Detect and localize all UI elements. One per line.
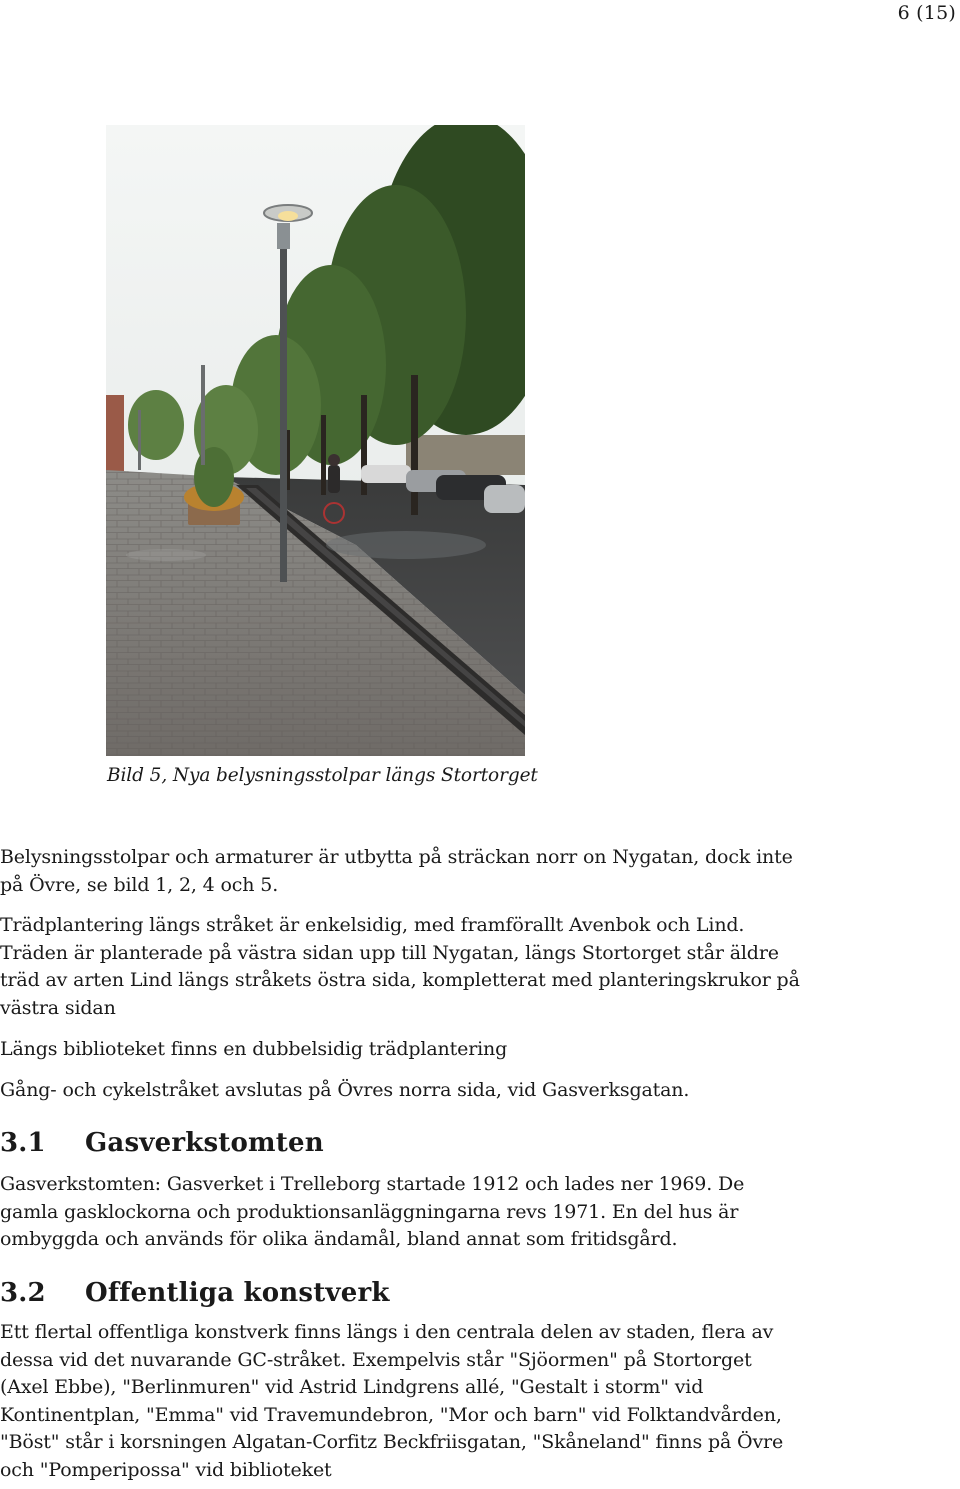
paragraph-trees (0, 912, 800, 1022)
section-title: Gasverkstomten (85, 1128, 324, 1158)
paragraph-streetlights (0, 844, 800, 899)
page-number: 6 (15) (897, 2, 956, 24)
paragraph-text: Ett flertal offentliga konstverk finns längs i den centrala delen av staden, flera av dessa vid det nuvarande GC-stråket. Exempelvis står "Sjöormen" på Stortorget (Axel Ebbe), "Berlinmuren" vid Astrid Lindgrens allé, "Gestalt i storm" vid Kontinentplan, "Emma" vid Travemundebron, "Mor och barn" vid Folktandvården, "Böst" står i korsningen Algatan-Corfitz Beckfriisgatan, "Skåneland" finns på Övre och "Pomperipossa" vid biblioteket (0, 1321, 784, 1481)
paragraph-library-trees (0, 1036, 800, 1064)
section-body-3-1 (0, 1171, 800, 1254)
section-heading-3-1 (0, 1128, 324, 1158)
paragraph-text: Gasverkstomten: Gasverket i Trelleborg startade 1912 och lades ner 1969. De gamla gasklockorna och produktionsanläggningarna revs 1971. En del hus är ombyggda och används för olika ändamål, bland annat som fritidsgård. (0, 1173, 745, 1250)
section-number: 3.2 (0, 1278, 46, 1308)
street-photo (106, 125, 525, 756)
section-heading-3-2 (0, 1278, 390, 1308)
section-title: Offentliga konstverk (85, 1278, 390, 1308)
paragraph-path-end (0, 1077, 800, 1105)
paragraph-text: Belysningsstolpar och armaturer är utbytta på sträckan norr on Nygatan, dock inte på Övre, se bild 1, 2, 4 och 5. (0, 846, 793, 896)
paragraph-text: Trädplantering längs stråket är enkelsidig, med framförallt Avenbok och Lind. Träden är planterade på västra sidan upp till Nygatan, längs Stortorget står äldre träd av arten Lind längs stråkets östra sida, kompletterat med planteringskrukor på västra sidan (0, 914, 800, 1019)
paragraph-text: Gång- och cykelstråket avslutas på Övres norra sida, vid Gasverksgatan. (0, 1079, 690, 1101)
section-body-3-2 (0, 1319, 800, 1484)
section-number: 3.1 (0, 1128, 46, 1158)
figure-caption: Bild 5, Nya belysningsstolpar längs Stortorget (107, 765, 538, 786)
paragraph-text: Längs biblioteket finns en dubbelsidig trädplantering (0, 1038, 508, 1060)
